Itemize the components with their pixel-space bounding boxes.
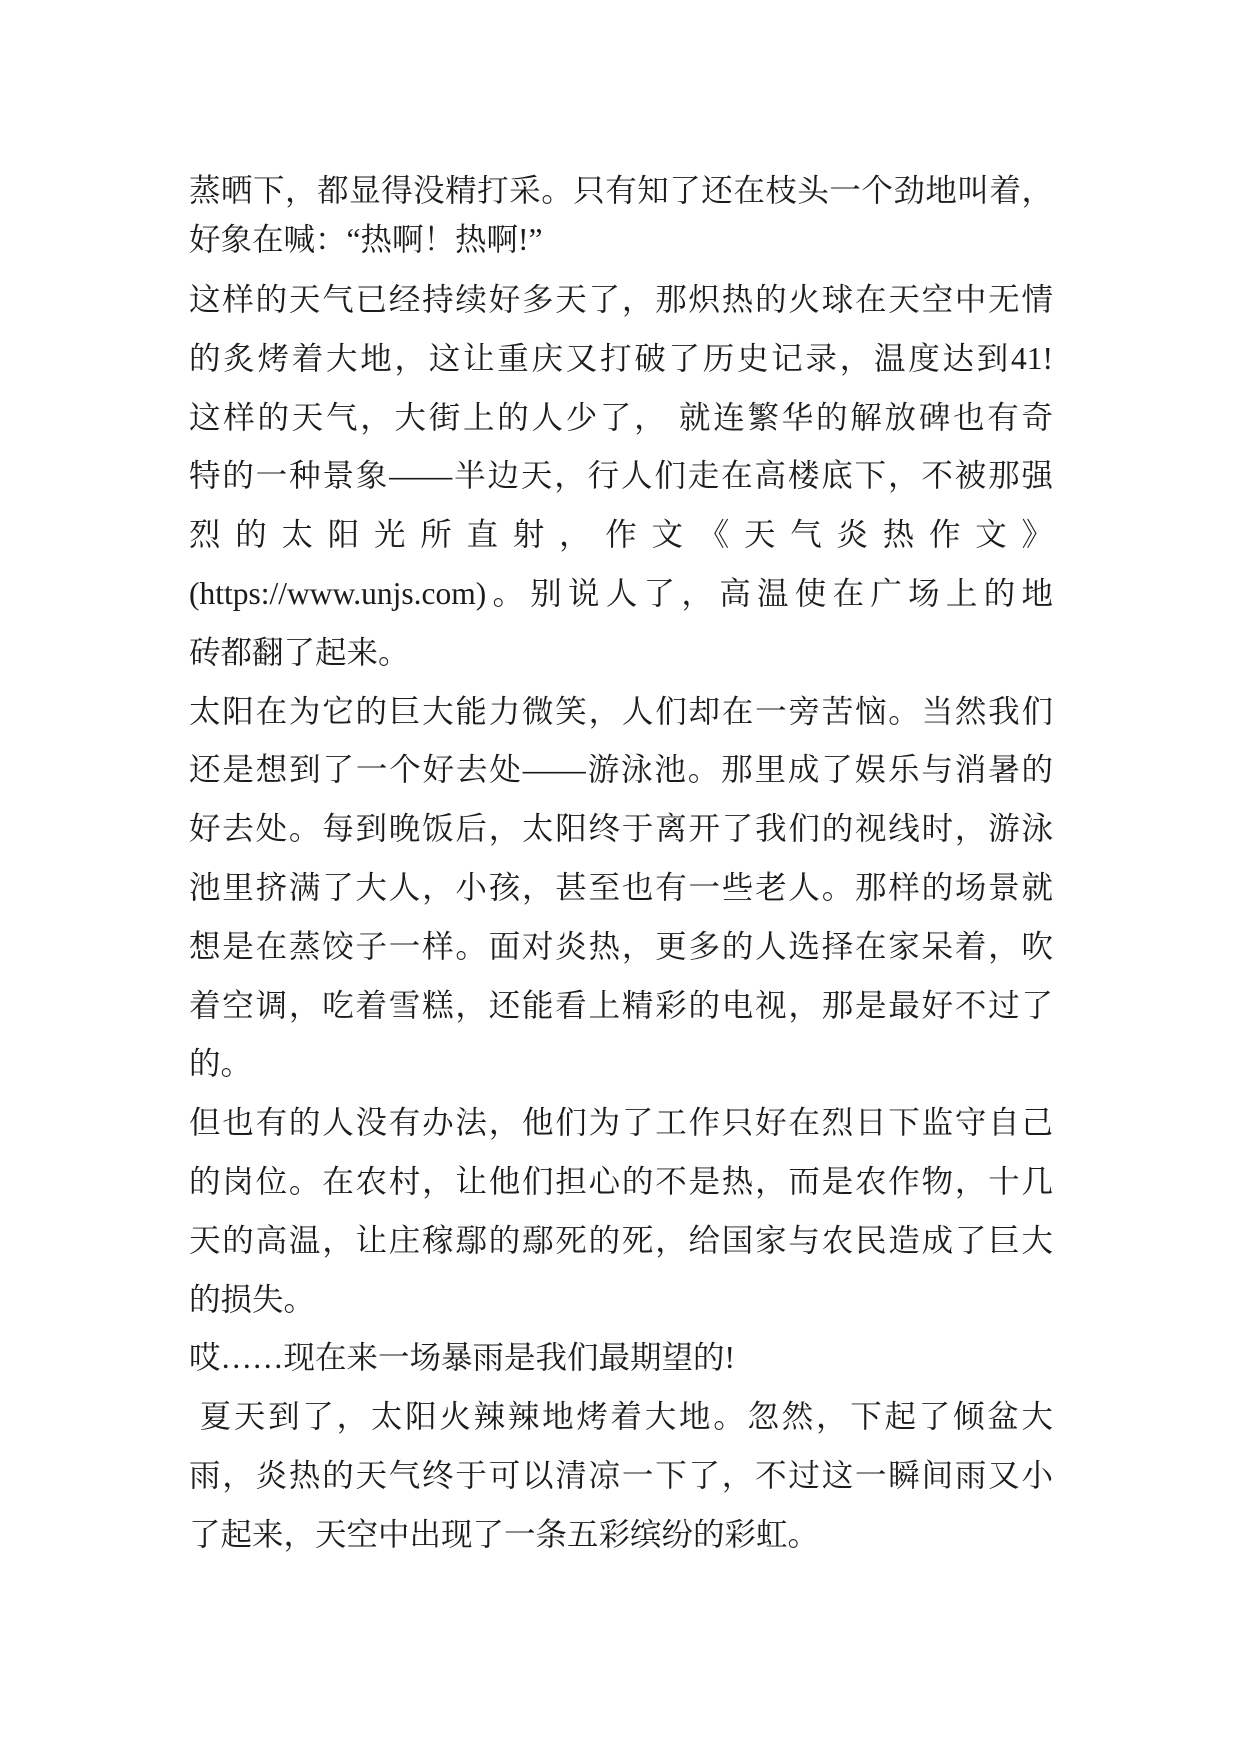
text-line: (https://www.unjs.com)。别说人了，高温使在广场上的地 [189,575,1053,611]
text-line: 夏天到了，太阳火辣辣地烤着大地。忽然，下起了倾盆大 [189,1399,1053,1435]
text-line: 的损失。 [189,1281,316,1317]
text-line: 蒸晒下，都显得没精打采。只有知了还在枝头一个劲地叫着， [189,173,1053,208]
document-body [189,166,1053,1565]
paragraph [189,166,1053,264]
paragraph [189,683,1053,1095]
text-line: 特的一种景象——半边天，行人们走在高楼底下，不被那强 [189,458,1053,494]
text-line: 还是想到了一个好去处——游泳池。那里成了娱乐与消暑的 [189,752,1053,788]
text-line: 着空调，吃着雪糕，还能看上精彩的电视，那是最好不过了 [189,987,1053,1023]
text-line: 了起来，天空中出现了一条五彩缤纷的彩虹。 [189,1516,820,1552]
text-line: 的。 [189,1046,253,1082]
text-line: 好去处。每到晚饭后，太阳终于离开了我们的视线时，游泳 [189,811,1053,847]
text-line: 砖都翻了起来。 [189,634,410,670]
text-line: 这样的天气，大街上的人少了， 就连繁华的解放碑也有奇 [189,399,1053,435]
text-line: 这样的天气已经持续好多天了，那炽热的火球在天空中无情 [189,282,1053,317]
text-line: 烈的太阳光所直射，作文《天气炎热作文》 [189,517,1053,553]
paragraph [189,1329,1053,1388]
text-line: 雨，炎热的天气终于可以清凉一下了，不过这一瞬间雨又小 [189,1457,1053,1493]
text-line: 想是在蒸饺子一样。面对炎热，更多的人选择在家呆着，吹 [189,928,1053,964]
paragraph [189,271,1053,683]
text-line: 太阳在为它的巨大能力微笑，人们却在一旁苦恼。当然我们 [189,693,1053,729]
text-line: 的岗位。在农村，让他们担心的不是热，而是农作物，十几 [189,1163,1053,1199]
paragraph [189,1094,1053,1329]
text-line: 池里挤满了大人，小孩，甚至也有一些老人。那样的场景就 [189,869,1053,905]
text-line: 哎……现在来一场暴雨是我们最期望的! [189,1340,735,1376]
text-line: 但也有的人没有办法，他们为了工作只好在烈日下监守自己 [189,1105,1053,1141]
text-line: 天的高温，让庄稼鄢的鄢死的死，给国家与农民造成了巨大 [189,1222,1053,1258]
paragraph [189,1388,1053,1564]
text-line: 的炙烤着大地，这让重庆又打破了历史记录，温度达到41! [189,340,1053,376]
text-line: 好象在喊：“热啊！热啊!” [189,222,543,257]
document-body-continued [189,271,1053,1565]
